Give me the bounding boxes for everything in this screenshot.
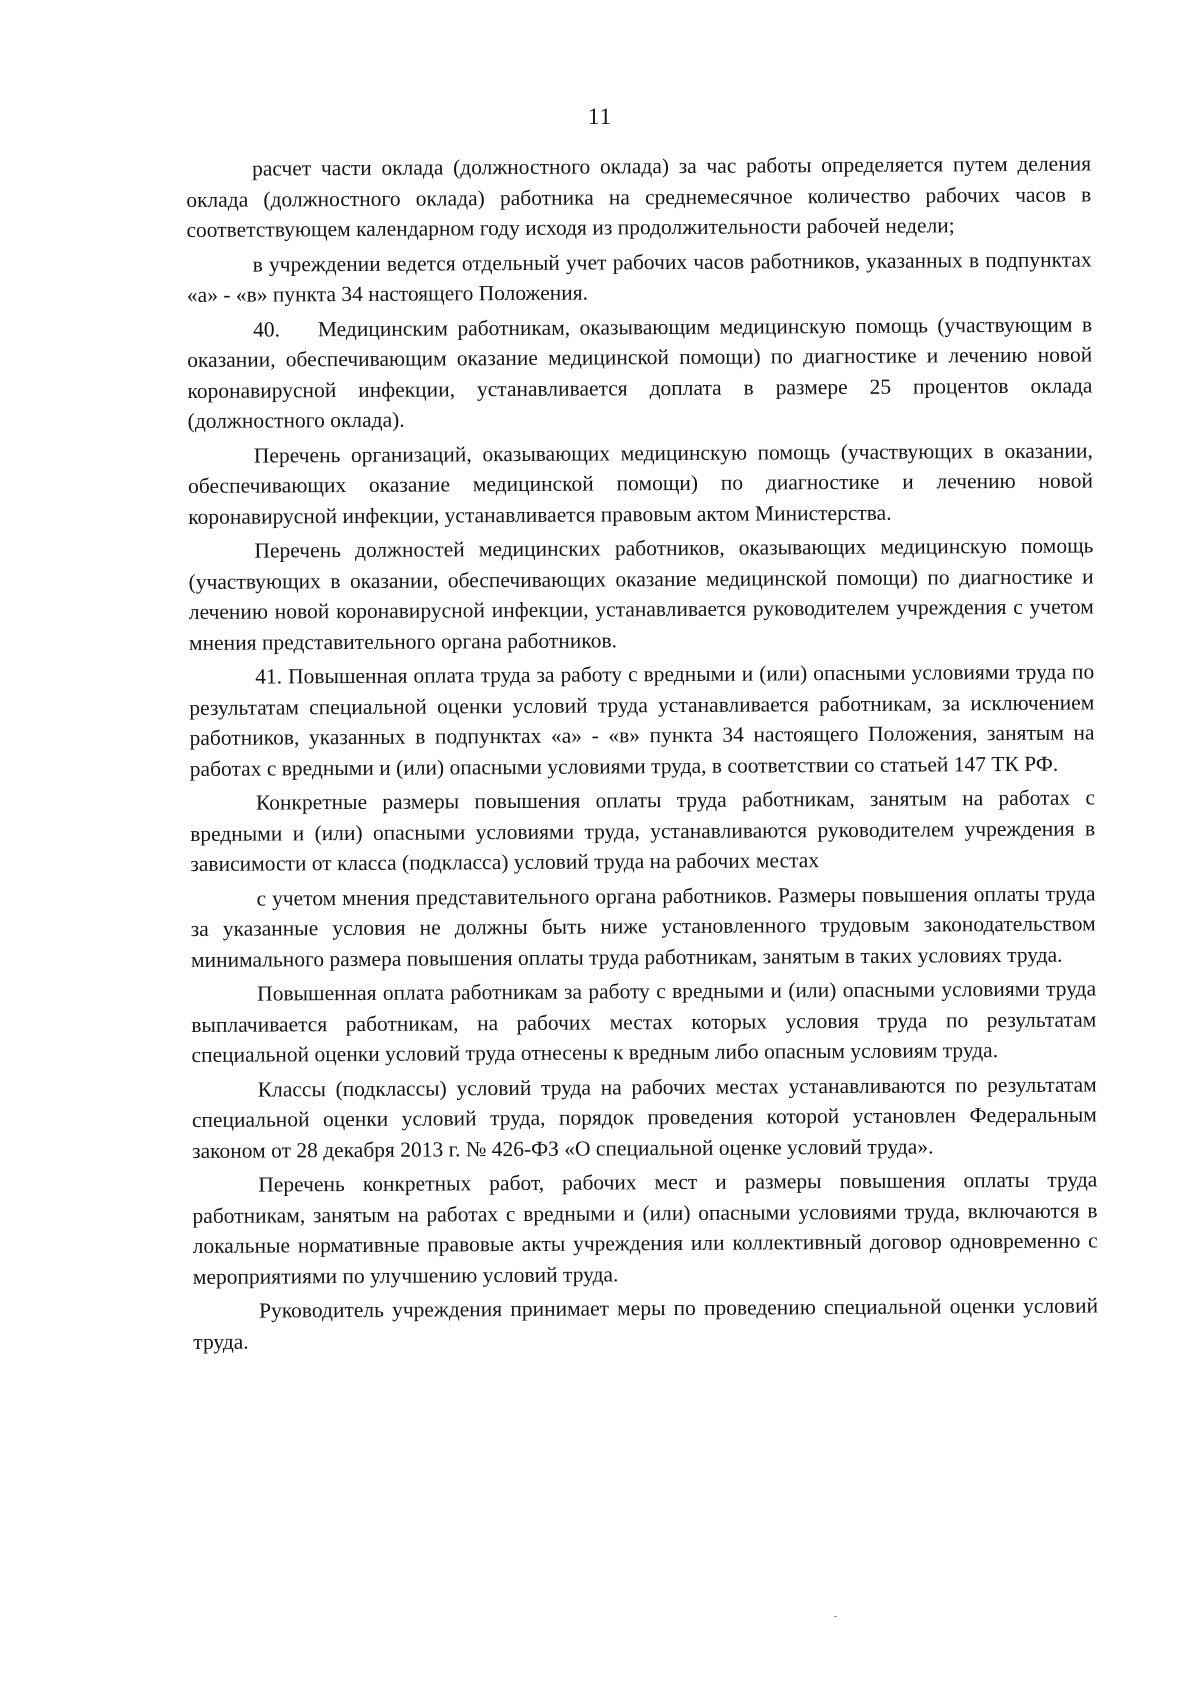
- paragraph-hourly-rate-calculation: расчет части оклада (должностного оклада) за час работы определяется путем деления оклада (должностного оклада) работника на среднемесячное количество рабочих часов в соответствующем календарном году исходя из продолжительности рабочей недели;: [186, 151, 1092, 242]
- document-body: [186, 148, 1098, 1357]
- paragraph-item-40: 40. Медицинским работникам, оказывающим медицинскую помощь (участвующим в оказании, обеспечивающим оказание медицинской помощи) по диагностике и лечению новой коронавирусной инфекции, устанавливается доплата в размере 25 процентов оклада (должностного оклада).: [187, 311, 1093, 433]
- paragraph-positions-list: Перечень должностей медицинских работников, оказывающих медицинскую помощь (участвующих в оказании, обеспечивающих оказание медицинской помощи) по диагностике и лечению новой коронавирусной инфекции, устанавливается руководителем учреждения с учетом мнения представительного органа работников.: [188, 533, 1094, 655]
- paragraph-local-acts: Перечень конкретных работ, рабочих мест и размеры повышения оплаты труда работникам, занятым на работах с вредными и (или) опасными условиями труда, включаются в локальные нормативные правовые акты учреждения или коллективный договор одновременно с мероприятиями по улучшению условий труда.: [192, 1167, 1098, 1289]
- paragraph-increased-pay-conditions: Повышенная оплата работникам за работу с вредными и (или) опасными условиями труда выплачивается работникам, на рабочих местах которых условия труда по результатам специальной оценки условий труда отнесены к вредным либо опасным условиям труда.: [191, 976, 1097, 1067]
- paragraph-representative-body-opinion: с учетом мнения представительного органа работников. Размеры повышения оплаты труда за указанные условия не должны быть ниже установленного трудовым законодательством минимального размера повышения оплаты труда работникам, занятым в таких условиях труда.: [190, 880, 1096, 972]
- paragraph-working-condition-classes: Классы (подклассы) условий труда на рабочих местах устанавливаются по результатам специальной оценки условий труда, порядок проведения которой установлен Федеральным законом от 28 декабря 2013 г. № 426-ФЗ «О специальной оценке условий труда».: [191, 1071, 1097, 1163]
- paragraph-specific-increase-amounts: Конкретные размеры повышения оплаты труда работникам, занятым на работах с вредными и (или) опасными условиями труда, устанавливаются руководителем учреждения в зависимости от класса (подкласса) условий труда на рабочих местах: [190, 785, 1096, 876]
- page-number: 11: [587, 104, 613, 129]
- paragraph-head-measures: Руководитель учреждения принимает меры по проведению специальной оценки условий труда.: [193, 1293, 1099, 1354]
- paragraph-item-41: 41. Повышенная оплата труда за работу с вредными и (или) опасными условиями труда по результатам специальной оценки условий труда устанавливается работникам, за исключением работников, указанных в подпунктах «а» - «в» пункта 34 настоящего Положения, занятым на работах с вредными и (или) опасными условиями труда, в соответствии со статьей 147 ТК РФ.: [189, 659, 1095, 781]
- scan-speck: [834, 1616, 837, 1617]
- paragraph-separate-hours-record: в учреждении ведется отдельный учет рабочих часов работников, указанных в подпунктах «а» - «в» пункта 34 настоящего Положения.: [186, 246, 1092, 307]
- paragraph-organizations-list: Перечень организаций, оказывающих медицинскую помощь (участвующих в оказании, обеспечивающих оказание медицинской помощи) по диагностике и лечению новой коронавирусной инфекции, устанавливается правовым актом Министерства.: [187, 437, 1094, 529]
